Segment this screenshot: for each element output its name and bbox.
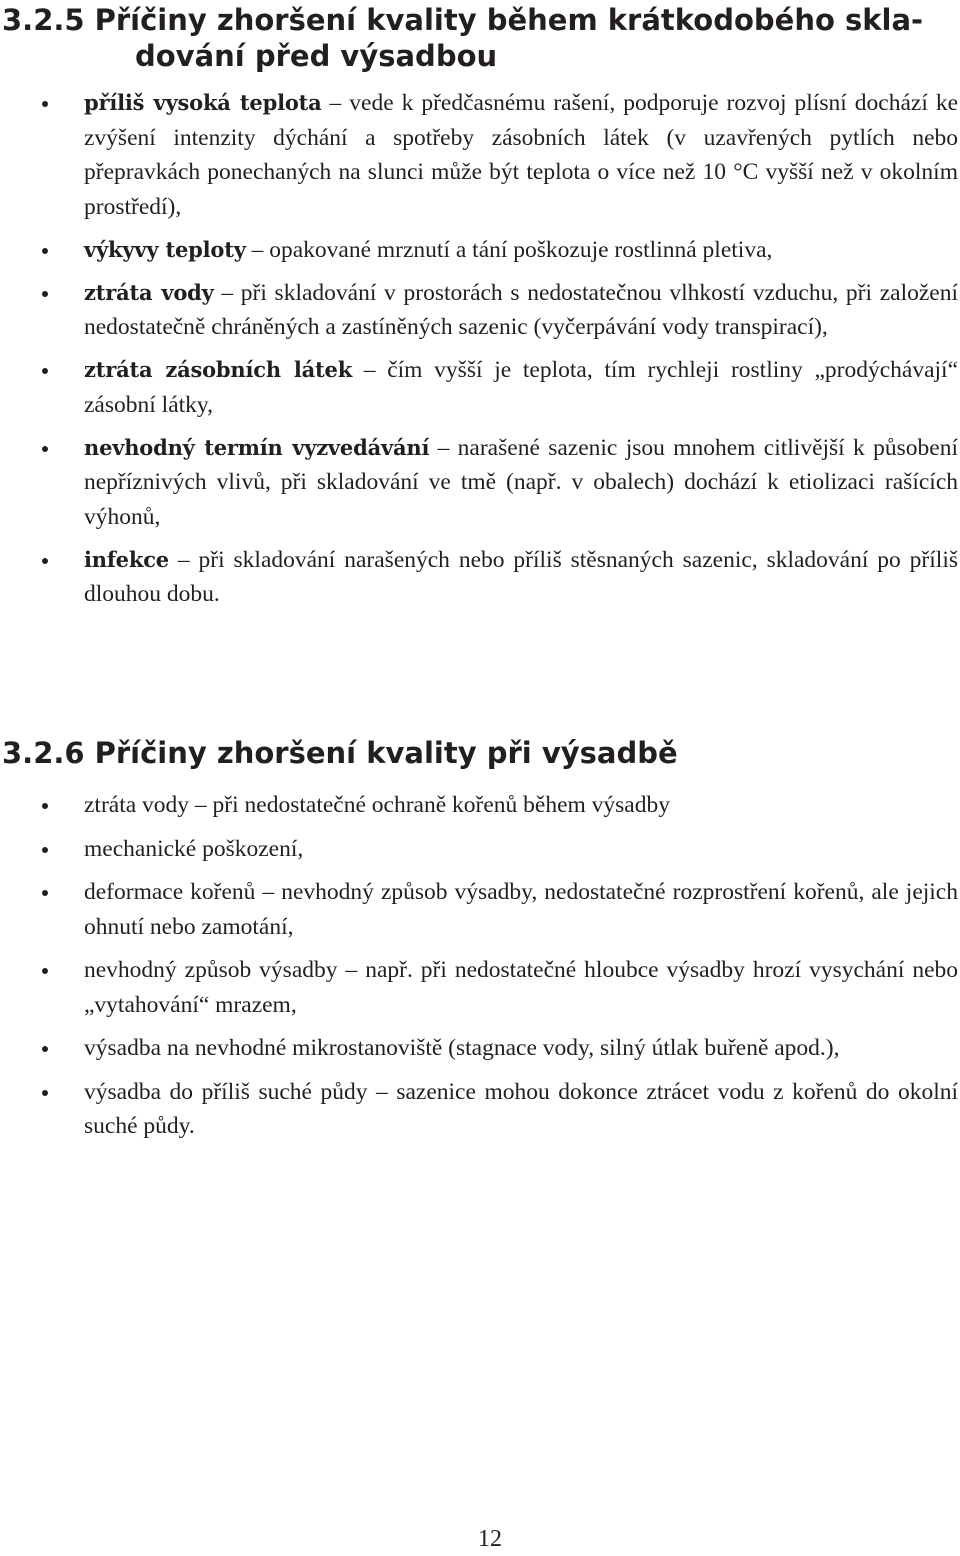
item-term: ztráta zásobních látek <box>84 357 353 382</box>
bullet-dot <box>42 1046 48 1052</box>
item-term: ztráta vody <box>84 279 214 305</box>
bullet-dot <box>42 101 48 107</box>
section-number: 3.2.6 <box>2 736 85 770</box>
item-text: nevhodný způsob výsadby – např. při nedostatečné hloubce výsadby hrozí vysychání nebo „vytahování“ mrazem, <box>84 957 958 1018</box>
page-number: 12 <box>478 1526 502 1552</box>
list-item <box>0 233 960 268</box>
list-item <box>0 875 960 944</box>
item-text: – při skladování narašených nebo příliš stěsnaných sazenic, skladování po příliš dlouhou dobu. <box>84 546 958 607</box>
item-text: – opakované mrznutí a tání poškozuje rostlinná pletiva, <box>245 236 773 263</box>
section-title-line1: Příčiny zhoršení kvality během krátkodobého skla- <box>94 3 924 37</box>
item-term: výkyvy teploty <box>84 236 246 262</box>
item-text: mechanické poškození, <box>84 835 304 862</box>
section-number: 3.2.5 <box>2 3 85 37</box>
item-text: výsadba na nevhodné mikrostanoviště (stagnace vody, silný útlak buřeně apod.), <box>84 1035 840 1061</box>
bullet-list-planting-causes <box>0 788 960 1153</box>
list-item <box>0 1031 960 1066</box>
list-item <box>0 431 960 535</box>
section-heading-3-2-6 <box>0 735 960 771</box>
bullet-dot <box>42 1090 48 1096</box>
list-item <box>0 788 960 823</box>
item-term: nevhodný termín vyzvedávání <box>84 434 430 460</box>
item-text: ztráta vody – při nedostatečné ochraně kořenů během výsadby <box>84 792 670 818</box>
item-term: příliš vysoká teplota <box>84 90 322 115</box>
list-item <box>0 276 960 345</box>
list-item <box>0 353 960 422</box>
item-text: – narašené sazenic jsou mnohem citlivější k působení nepříznivých vlivů, při skladování ve tmě (např. v obalech) dochází k etiolizaci rašících výhonů, <box>84 434 958 530</box>
bullet-dot <box>42 368 48 374</box>
list-item <box>0 86 960 224</box>
bullet-list-storage-causes <box>0 86 960 620</box>
bullet-dot <box>42 890 48 896</box>
list-item <box>0 832 960 867</box>
item-text: – čím vyšší je teplota, tím rychleji rostliny „prodýchávají“ zásobní látky, <box>84 357 958 418</box>
list-item <box>0 1075 960 1144</box>
bullet-dot <box>42 847 48 853</box>
item-text: výsadba do příliš suché půdy – sazenice mohou dokonce ztrácet vodu z kořenů do okolní suché půdy. <box>84 1078 958 1139</box>
bullet-dot <box>42 248 48 254</box>
item-text: deformace kořenů – nevhodný způsob výsadby, nedostatečné rozprostření kořenů, ale jejich ohnutí nebo zamotání, <box>84 879 958 940</box>
bullet-dot <box>42 803 48 809</box>
list-item <box>0 953 960 1022</box>
item-text: – vede k předčasnému rašení, podporuje rozvoj plísní dochází ke zvýšení intenzity dýchání a spotřeby zásobních látek (v uzavřených pytlích nebo přepravkách ponechaných na slunci může být teplota o více než 10 °C vyšší než v okolním prostředí), <box>84 90 959 220</box>
section-heading-3-2-5 <box>0 2 960 74</box>
item-term: infekce <box>84 546 169 572</box>
bullet-dot <box>42 558 48 564</box>
list-item <box>0 543 960 612</box>
section-title: Příčiny zhoršení kvality při výsadbě <box>94 736 678 770</box>
bullet-dot <box>42 446 48 452</box>
bullet-dot <box>42 968 48 974</box>
bullet-dot <box>42 291 48 297</box>
item-text: – při skladování v prostorách s nedostatečnou vlhkostí vzduchu, při založení nedostatečně chráněných a zastíněných sazenic (vyčerpávání vody transpirací), <box>84 279 958 340</box>
section-title-line2: dování před výsadbou <box>135 39 498 73</box>
